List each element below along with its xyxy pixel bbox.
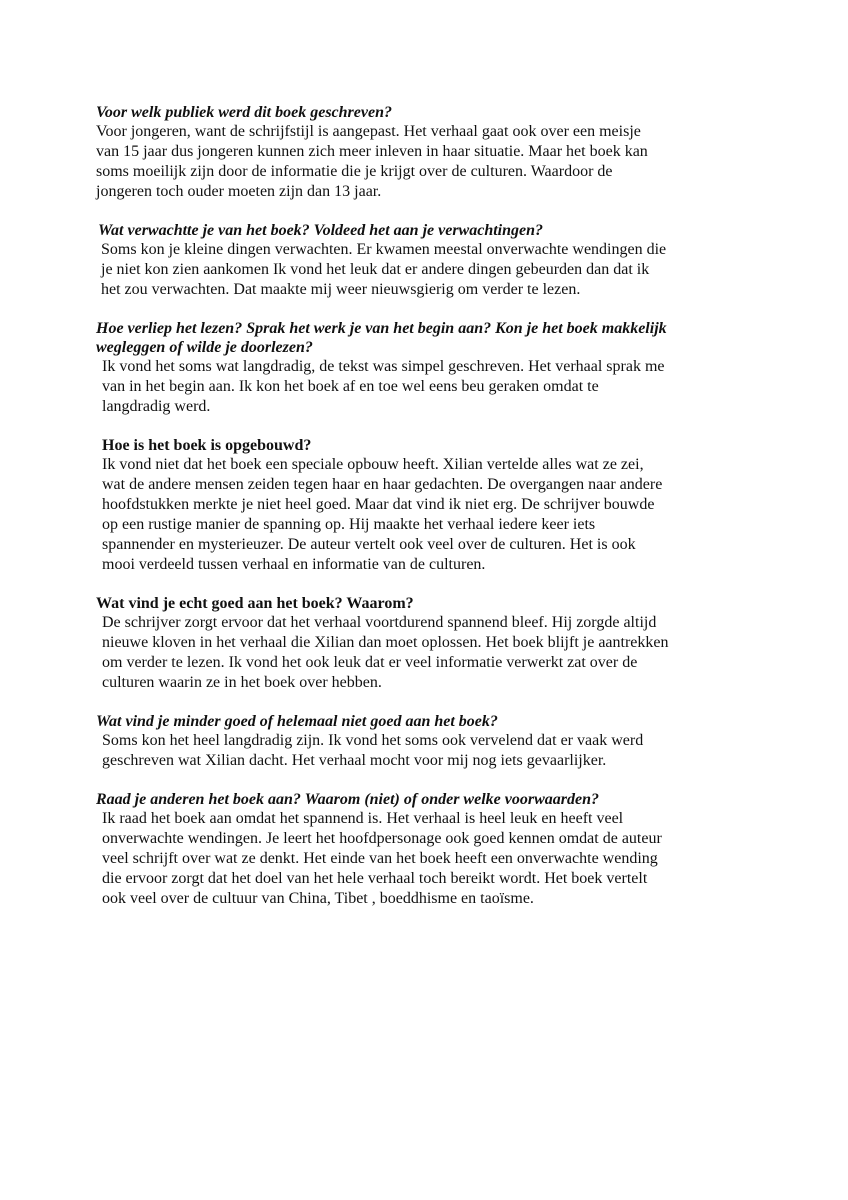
answer-line: spannender en mysterieuzer. De auteur vertelt ook veel over de culturen. Het is ook <box>102 536 636 553</box>
answer-paragraph <box>96 122 736 202</box>
question-heading: Hoe is het boek is opgebouwd? <box>102 437 312 454</box>
answer-line: jongeren toch ouder moeten zijn dan 13 jaar. <box>96 183 382 200</box>
question-heading: Wat verwachtte je van het boek? Voldeed het aan je verwachtingen? <box>98 222 543 239</box>
answer-line: Ik vond niet dat het boek een speciale opbouw heeft. Xilian vertelde alles wat ze zei, <box>102 456 644 473</box>
answer-paragraph <box>96 613 736 693</box>
section-structure <box>102 436 742 575</box>
answer-line: op een rustige manier de spanning op. Hij maakte het verhaal iedere keer iets <box>102 516 596 533</box>
answer-paragraph <box>96 357 736 417</box>
answer-line: Ik vond het soms wat langdradig, de tekst was simpel geschreven. Het verhaal sprak me <box>102 358 665 375</box>
answer-line: die ervoor zorgt dat het doel van het hele verhaal toch bereikt wordt. Het boek vertelt <box>102 870 648 887</box>
answer-line: Voor jongeren, want de schrijfstijl is aangepast. Het verhaal gaat ook over een meisje <box>96 123 641 140</box>
section-expectations <box>98 221 738 300</box>
question-line: wegleggen of wilde je doorlezen? <box>96 339 313 356</box>
answer-line: wat de andere mensen zeiden tegen haar en haar gedachten. De overgangen naar andere <box>102 476 663 493</box>
answer-line: langdradig werd. <box>102 398 211 415</box>
answer-line: De schrijver zorgt ervoor dat het verhaal voortdurend spannend bleef. Hij zorgde altijd <box>102 614 657 631</box>
section-weaknesses <box>96 712 736 771</box>
answer-line: hoofdstukken merkte je niet heel goed. Maar dat vind ik niet erg. De schrijver bouwde <box>102 496 655 513</box>
question-heading <box>96 319 736 357</box>
answer-paragraph <box>96 809 736 909</box>
answer-line: het zou verwachten. Dat maakte mij weer nieuwsgierig om verder te lezen. <box>101 281 581 298</box>
answer-paragraph <box>96 731 736 771</box>
question-line: Hoe verliep het lezen? Sprak het werk je van het begin aan? Kon je het boek makkelijk <box>96 320 667 337</box>
answer-paragraph <box>98 240 738 300</box>
answer-line: je niet kon zien aankomen Ik vond het leuk dat er andere dingen gebeurden dan dat ik <box>101 261 650 278</box>
answer-paragraph <box>102 455 742 575</box>
answer-line: van 15 jaar dus jongeren kunnen zich meer inleven in haar situatie. Maar het boek kan <box>96 143 648 160</box>
question-heading: Wat vind je minder goed of helemaal niet goed aan het boek? <box>96 713 498 730</box>
answer-line: onverwachte wendingen. Je leert het hoofdpersonage ook goed kennen omdat de auteur <box>102 830 662 847</box>
question-heading: Voor welk publiek werd dit boek geschreven? <box>96 104 392 121</box>
section-reading <box>96 319 736 417</box>
answer-line: van in het begin aan. Ik kon het boek af en toe wel eens beu geraken omdat te <box>102 378 599 395</box>
answer-line: Soms kon je kleine dingen verwachten. Er kwamen meestal onverwachte wendingen die <box>101 241 667 258</box>
answer-line: mooi verdeeld tussen verhaal en informatie van de culturen. <box>102 556 486 573</box>
section-audience <box>96 103 736 202</box>
answer-line: Soms kon het heel langdradig zijn. Ik vond het soms ook vervelend dat er vaak werd <box>102 732 644 749</box>
answer-line: ook veel over de cultuur van China, Tibet , boeddhisme en taoïsme. <box>102 890 534 907</box>
section-recommendation <box>96 790 736 909</box>
section-strengths <box>96 594 736 693</box>
answer-line: veel schrijft over wat ze denkt. Het einde van het boek heeft een onverwachte wending <box>102 850 658 867</box>
answer-line: geschreven wat Xilian dacht. Het verhaal mocht voor mij nog iets gevaarlijker. <box>102 752 607 769</box>
answer-line: nieuwe kloven in het verhaal die Xilian dan moet oplossen. Het boek blijft je aantrekken <box>102 634 669 651</box>
question-heading: Wat vind je echt goed aan het boek? Waarom? <box>96 595 414 612</box>
answer-line: culturen waarin ze in het boek over hebben. <box>102 674 382 691</box>
answer-line: om verder te lezen. Ik vond het ook leuk dat er veel informatie verwerkt zat over de <box>102 654 638 671</box>
answer-line: soms moeilijk zijn door de informatie die je krijgt over de culturen. Waardoor de <box>96 163 613 180</box>
question-heading: Raad je anderen het boek aan? Waarom (niet) of onder welke voorwaarden? <box>96 791 599 808</box>
answer-line: Ik raad het boek aan omdat het spannend is. Het verhaal is heel leuk en heeft veel <box>102 810 624 827</box>
